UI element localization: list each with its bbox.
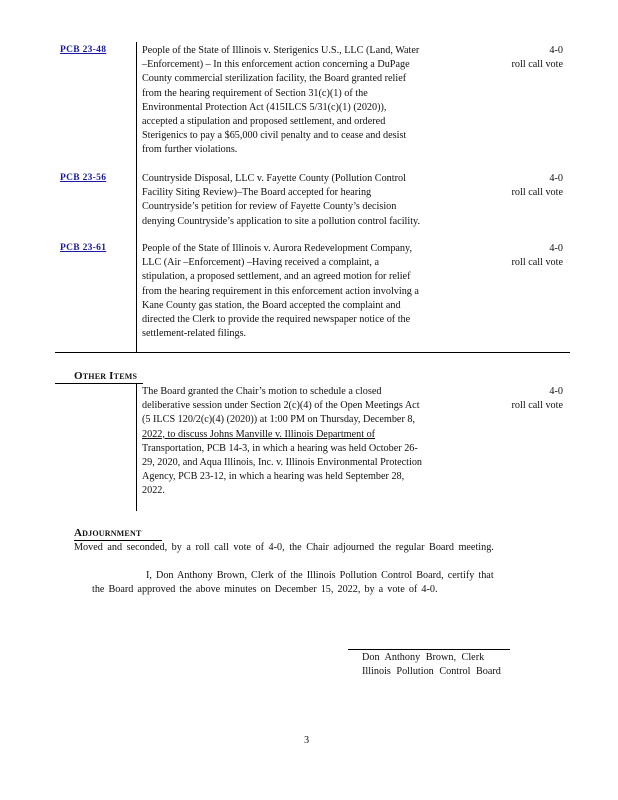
desc-line: from the hearing requirement in this enforcement action involving a [142,285,419,297]
other-items-rule [55,383,143,384]
desc-line: Kane County gas station, the Board accepted the complaint and [142,299,401,311]
vote-type: roll call vote [511,400,563,412]
certification-line-2: the Board approved the above minutes on December 15, 2022, by a vote of 4-0. [92,584,438,595]
section-heading-adjournment: Adjournment [74,527,142,539]
vote-result [490,242,563,270]
desc-line: deliberative session under Section 2(c)(4) of the Open Meetings Act [142,400,420,412]
desc-line: Agency, PCB 23-12, in which a hearing was held September 28, [142,471,405,483]
desc-line: People of the State of Illinois v. Aurora Redevelopment Company, [142,243,413,254]
section-heading-other-items: Other Items [74,370,138,382]
vote-result [490,44,563,72]
desc-line: stipulation, a proposed settlement, and an agreed motion for relief [142,271,411,283]
adjournment-text: Moved and seconded, by a roll call vote of 4-0, the Chair adjourned the regular Board meeting. [74,542,494,553]
desc-line: settlement-related filings. [142,328,247,340]
item-description [142,44,468,158]
desc-line: Sterigenics to pay a $65,000 civil penalty and to cease and desist [142,130,407,142]
item-description [142,242,468,341]
desc-line: 29, 2020, and Aqua Illinois, Inc. v. Illinois Environmental Protection [142,457,423,469]
item-description [142,172,476,229]
page-number: 3 [304,735,310,746]
other-items-description [142,385,468,499]
case-link-pcb-23-56[interactable]: PCB 23-56 [60,173,107,183]
vote-type: roll call vote [511,59,563,71]
desc-line: denying Countryside’s application to site a pollution control facility. [142,215,421,227]
vote-result [490,172,563,200]
desc-line: –Enforcement) – In this enforcement action concerning a DuPage [142,59,410,71]
desc-line: People of the State of Illinois v. Sterigenics U.S., LLC (Land, Water [142,45,420,56]
signature-line [348,649,510,650]
vote-count: 4-0 [549,386,563,397]
desc-line: 2022. [142,485,165,497]
vote-count: 4-0 [549,243,563,254]
desc-line: accepted a stipulation and proposed settlement, and ordered [142,116,386,128]
adjournment-rule [74,540,162,541]
signature-org: Illinois Pollution Control Board [362,666,501,677]
case-link-pcb-23-61[interactable]: PCB 23-61 [60,243,107,253]
vote-count: 4-0 [549,45,563,56]
desc-line: from the hearing requirement of Section 31(c)(1) of the [142,87,368,99]
vote-type: roll call vote [511,187,563,199]
desc-line: County commercial sterilization facility, the Board granted relief [142,73,407,85]
table-bottom-rule [55,352,570,353]
desc-line: from further violations. [142,144,238,156]
desc-line: directed the Clerk to provide the required newspaper notice of the [142,314,411,326]
desc-line: Facility Siting Review)–The Board accepted for hearing [142,187,372,199]
signature-name: Don Anthony Brown, Clerk [362,652,485,663]
desc-line: (5 ILCS 120/2(c)(4) (2020)) at 1:00 PM on Thursday, December 8, [142,414,416,426]
vote-type: roll call vote [511,257,563,269]
case-link-pcb-23-48[interactable]: PCB 23-48 [60,45,107,55]
desc-line: 2022, to discuss Johns Manville v. Illinois Department of [142,428,376,440]
vote-count: 4-0 [549,173,563,184]
vote-result [490,385,563,413]
desc-line: The Board granted the Chair’s motion to schedule a closed [142,386,382,397]
desc-line: Countryside’s petition for review of Fayette County’s decision [142,201,397,213]
desc-line: LLC (Air –Enforcement) –Having received a complaint, a [142,257,380,269]
certification-line-1: I, Don Anthony Brown, Clerk of the Illinois Pollution Control Board, certify that [146,570,494,581]
other-items-column-divider [136,383,137,511]
desc-line: Countryside Disposal, LLC v. Fayette County (Pollution Control [142,173,406,184]
desc-line: Transportation, PCB 14-3, in which a hearing was held October 26- [142,442,418,454]
desc-line: Environmental Protection Act (415ILCS 5/31(c)(1) (2020)), [142,101,387,113]
table-column-divider [136,42,137,352]
